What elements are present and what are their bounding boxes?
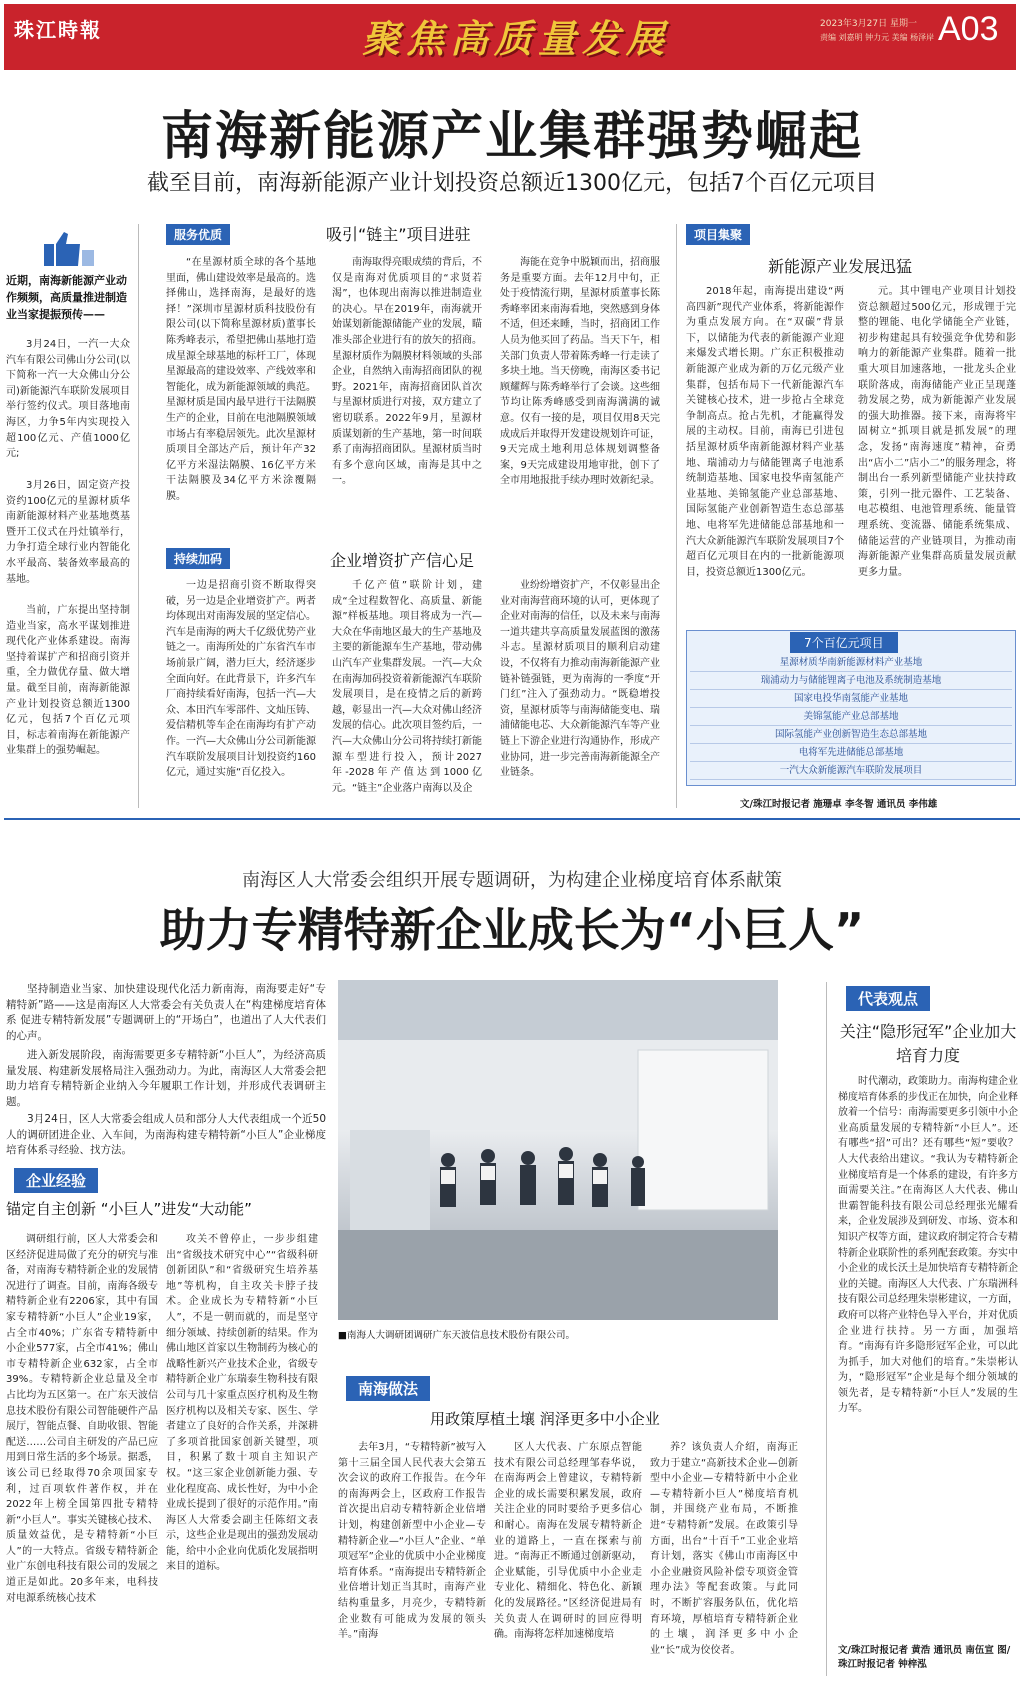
lead-body-3: 当前，广东提出坚持制造业当家，高水平谋划推进现代化产业体系建设。南海坚持着谋扩产和招商引资并重，全力做优存量、做大增量。截至目前，南海新能源产业计划投资总额近1300亿元，包括7个百亿元项目，标志着南海在新能源产业集群上的强势崛起。 [6,605,130,757]
tag-view: 代表观点 [846,986,930,1011]
tag-growth: 持续加码 [166,548,230,569]
head-method: 用政策厚植土壤 润泽更多中小企业 [430,1410,660,1428]
thumbs-up-icon [42,230,96,266]
column-divider [676,224,677,808]
projects-box-item: 电将军先进储能总部基地 [690,744,1012,762]
section-title: 聚焦高质量发展 [362,17,671,61]
column-2: 南海取得亮眼成绩的背后，不仅是南海对优质项目的“求贤若渴”，也体现出南海以推进制造业的决心。早在2019年，南海就开始谋划新能源储能产业的发展，瞄准头部企业进行有的放矢的招商。星源材质作为隔膜材料领域的头部企业，自然纳入南海招商团队的视野。2021年，南海招商团队首次与星源材质进行对接，双方建立了密切联系。2022年9月，星源材质谋划新的生产基地，第一时间联系了南海招商团队。星源材质当时有多个意向区域，南海是其中之一。 [332,257,482,487]
newspaper-logo: 珠江時報 [14,18,102,42]
subhead-story1: 截至目前，南海新能源产业计划投资总额近1300亿元，包括7个百亿元项目 [147,171,877,196]
tag-services: 服务优质 [166,224,230,245]
photo-delegation-visit [338,980,778,1320]
lead-body-2: 3月26日，固定资产投资约100亿元的星源材质华南新能源材料产业基地奠基暨开工仪式在丹灶镇举行，力争打造全球行业内智能化水平最高、装备效率最高的基地。 [6,480,130,585]
column-1: “在星源材质全球的各个基地里面，佛山建设效率是最高的。选择佛山，选择南海，是最好的选择！”深圳市星源材质科技股份有限公司(以下简称星源材质)董事长陈秀峰表示，希望把佛山基地打造成星源全球基地的标杆工厂，体现星源最高的建设效率、产线效率和智能化，成为新能源领域的典范。星源材质是国内最早进行干法隔膜生产的企业，目前在电池隔膜领域市场占有率稳居领先。此次星源材质项目全部达产后，预计年产32亿平方米湿法隔膜、16亿平方米干法隔膜及34亿平方米涂覆隔膜。 [166,257,316,502]
column-divider [826,982,827,1676]
page-number: A03 [938,10,999,48]
intro-2: 进入新发展阶段，南海需要更多专精特新“小巨人”，为经济高质量发展、构建新发展格局注入强劲动力。为此，南海区人大常委会把助力培育专精特新企业纳入今年履职工作计划，并形成代表调研主题。 [6,1049,326,1108]
tag-experience: 企业经验 [14,1168,98,1193]
tag-projects: 项目集聚 [686,224,750,245]
photo-caption: ■南海人大调研团调研广东天波信息技术股份有限公司。 [338,1330,575,1341]
column-1b: 一边是招商引资不断取得突破，另一边是企业增资扩产。两者均体现出对南海发展的坚定信心。汽车是南海的两大千亿级优势产业链之一。南海所处的广东省汽车市场前景广阔，潜力巨大，经济逐步全面向好。在此背景下，许多汽车厂商持续看好南海，包括一汽—大众、本田汽车零部件、文灿压铸、爱信精机等车企在南海均有扩产动作。一汽—大众佛山分公司新能源汽车联阶发展项目计划投资约160亿元，通过实施“百亿投入。 [166,580,316,779]
issue-date: 2023年3月27日 星期一 [820,19,917,29]
method-column-2: 区人大代表、广东原点智能技术有限公司总经理邹春华说，在南海两会上曾建议，专精特新企业的成长需要积累发展，政府关注企业的同时要给予更多信心和耐心。南海在发展专精特新企业的道路上，一直在探索与前进。“南海正不断通过创新驱动，企业赋能，引导优质中小企业走专业化、精细化、特色化、新颖化的发展路径。”区经济促进局有关负责人在调研时的回应得明确。南海将怎样加速梯度培 [494,1442,642,1641]
method-column-1: 去年3月，“专精特新”被写入第十三届全国人民代表大会第五次会议的政府工作报告。在今年的南海两会上，区政府工作报告首次提出启动专精特新企业倍增计划，构建创新型中小企业—专精特新企业—“小巨人”企业、“单项冠军”企业的优质中小企业梯度培育体系。“南海提出专精特新企业倍增计划正当其时，南海产业结构重量多，月亮少，专精特新企业数有可能成为发展的领头羊。”南海 [338,1442,486,1641]
byline-story1: 文/珠江时报记者 施珊卓 李冬智 通讯员 李伟雄 [740,799,938,810]
section-divider [4,818,1020,820]
intro-1: 坚持制造业当家、加快建设现代化活力新南海，南海要走好“专精特新”路——这是南海区人大常委会有关负责人在“构建梯度培育体系 促进专精特新发展”专题调研上的“开场白”，也道出了人大代表们的心声。 [6,983,326,1042]
column-3: 海能在竞争中脱颖而出，招商服务是重要方面。去年12月中旬，正处于疫情流行期，星源材质董事长陈秀峰率团来南海看地，突然感到身体不适，但还来睡，当时，招商团工作人员为他买回了药品。当天下午，相关部门负责人带着陈秀峰一行走读了多块土地。当天傍晚，南海区委书记顾耀辉与陈秀峰举行了会谈。这些细节均让陈秀峰感受到南海满满的诚意。仅有一接的是，项目仅用8天完成成后并取得开发建设规划许可证，9天完成土地利用总体规划调整备案，9天完成建设用地审批，创下了全市用地报批手续办理时效新纪录。 [500,257,660,487]
headline-story2: 助力专精特新企业成长为“小巨人” [159,903,865,957]
column-divider [138,224,139,808]
exp-column-2: 攻关不曾停止，一步步组建出“省级技术研究中心”“省级科研创新团队”和“省级研究生培养基地”等机构，自主攻关卡脖子技术。企业成长为专精特新“小巨人”，不是一朝而就的，而是坚守细分领域、持续创新的结果。作为佛山地区首家以生物制药为核心的战略性新兴产业技术企业，省级专精特新企业广东瑞泰生物科技有限公司与几十家重点医疗机构及生物医疗机构以及相关专家、医生、学者建立了良好的合作关系，并深耕了多项首批国家创新关键型，项目，积累了数十项自主知识产权。“这三家企业创新能力强、专业化程度高、成长性好，为中小企业成长提到了很好的示范作用。”南海区人大常委会副主任陈绍文表示，这些企业是现出的强劲发展动能，给中小企业向优质化发展指明来目的道标。 [166,1234,318,1573]
subhead-story2: 南海区人大常委会组织开展专题调研，为构建企业梯度培育体系献策 [242,870,782,891]
projects-box-title: 7个百亿元项目 [790,632,898,653]
projects-box-item: 国家电投华南氢能产业基地 [690,690,1012,708]
head-view: 关注“隐形冠军”企业加大培育力度 [839,1022,1017,1065]
exp-column-1: 调研组行前，区人大常委会和区经济促进局做了充分的研究与准备，对南海专精特新企业的发展情况进行了调查。目前，南海各级专精特新企业有2206家，其中有国家专精特新“小巨人”企业19家，占全市40%；广东省专精特新中小企业577家，占全市41%；佛山市专精特新企业632家，占全市39%。专精特新企业总量及全市占比均为五区第一。在广东天波信息技术股份有限公司智能硬件产品展厅，智能点餐、自助收银、智能配送……公司自主研发的产品已应用到日常生活的多个场景。据悉，该公司已经取得70余项国家专利，过百项软件著作权，并在2022年上榜全国第四批专精特新“小巨人”。事实关键核心技术、质量效益优，是专精特新“小巨人”的一大特点。省级专精特新企业广东创电科技有限公司的发展之道正是如此。20多年来，电科技对电源系统核心技术 [6,1234,158,1604]
lead-body-1: 3月24日，一汽一大众汽车有限公司佛山分公司(以下简称一汽一大众佛山分公司)新能源汽车联阶发展项目举行签约仪式。项目落地南海区，力争5年内实现投入超100亿元、产值1000亿元; [6,339,130,460]
tag-method: 南海做法 [346,1376,430,1401]
head-experience: 锚定自主创新 “小巨人”进发“大动能” [6,1200,252,1218]
column-4: 2018年起，南海提出建设“两高四新”现代产业体系，将新能源作为重点发展方向。在“双碳”背景下，以储能为代表的新能源产业迎来爆发式增长期。广东正积极推动新能源产业成为新的万亿元级产业集群，包括布局下一代新能源汽车关键核心技术，进一步抢占全球竞争制高点。抢占先机，才能赢得发展的主动权。目前，南海已引进包括星源材质华南新能源材料产业基地、瑞浦动力与储能锂离子电池系统制造基地、国家电投华南氢能产业基地、美锦氢能产业总部基地、国际氢能产业创新智造生态总部基地、电将军先进储能总部基地和一汽大众新能源汽车联阶发展项目7个超百亿元项目在内的一批新能源项目，投资总额近1300亿元。 [686,286,844,578]
column-3b: 业纷纷增资扩产，不仅彰显出企业对南海营商环境的认可，更体现了企业对南海的信任，以及未来与南海一道共建共享高质量发展蓝图的激荡斗志。星源材质项目的顺利启动建设，不仅将有力推动南海新能源产业链补链强链，更为南海的一季度“开门红”注入了强劲动力。“既稳增投资，星源材质等与南海储能变电、瑞浦储能电芯、大众新能源汽车等产业链上下游企业进行沟通协作，形成产业协同，进一步完善南海新能源全产业链条。 [500,580,660,779]
column-2b: 千亿产值”联阶计划，建成“全过程数智化、高质量、新能源”样板基地。项目将成为一汽—大众在华南地区最大的生产基地及主要的新能源车生产基地，带动佛山汽车产业集群发展。一汽—大众在南海加码投资着新能源汽车联阶发展项目，是在疫情之后的新跨越，彰显出一汽—大众对佛山经济发展的信心。此次项目签约后，一汽—大众佛山分公司将持续打新能源车型进行投入，预计2027年-2028年产值达到1000亿元。“链主”企业落户南海以及企 [332,580,482,794]
intro-3: 3月24日，区人大常委会组成人员和部分人大代表组成一个近50人的调研团进企业、入车间，为南海构建专精特新“小巨人”企业梯度培育体系寻经验、找方法。 [6,1113,326,1157]
column-5: 元。其中锂电产业项目计划投资总额超过500亿元，形成锂于完整的锂能、电化学储能全产业链，初步构建起具有较强竞争优势和影响力的新能源产业集群。随着一批重大项目加速落地，一批龙头企业联阶落成，南海储能产业正呈现蓬勃发展之势，成为新能源产业发展的强大助推器。接下来，南海将牢固树立“抓项目就是抓发展”的理念，发扬“南海速度”精神，奋勇出“店小二”店小二”的服务理念，将制出台一系列新型储能产业扶持政策，引列一批元器件、工艺装备、电芯模组、电池管理系统、能量管理系统、变流器、储能系统集成、储能运营的产业链项目，为推动南海新能源产业集群高质量发展贡献更多力量。 [858,286,1016,578]
projects-box-item: 瑞浦动力与储能锂离子电池及系统制造基地 [690,672,1012,690]
projects-box-item: 国际氢能产业创新智造生态总部基地 [690,726,1012,744]
view-column: 时代潮动，政策助力。南海构建企业梯度培育体系的步伐正在加快，向企业释放着一个信号：南海需要更多引领中小企业高质量发展的专精特新“小巨人”。还有哪些“招”可出？还有哪些“短”要收？人大代表给出建议。“我认为专精特新企业梯度培育是一个体系的建设，有许多方面需要关注。”在南海区人大代表、佛山世霸智能科技有限公司总经理张光耀看来，企业发展涉及到研发、市场、资本和知识产权等方面，建议政府制定符合专精特新企业联阶性的系列配套政策。夯实中小企业的成长沃土是加快培育专精特新企业的关键。南海区人大代表、广东瑞洲科技有限公司总经理朱崇彬建议，一方面，政府可以将产业特色导入平台，并对优质企业进行扶持。另一方面，加强培育。“南海有许多隐形冠军企业，可以此为抓手，加大对他们的培育。”朱崇彬认为，“隐形冠军”企业是每个细分领域的领先者，是专精特新“小巨人”发展的生力军。 [838,1076,1018,1415]
head-confidence: 企业增资扩产信心足 [330,551,475,570]
method-column-3: 养？该负责人介绍，南海正致力于建立“高新技术企业—创新型中小企业—专精特新中小企业—专精特新小巨人”梯度培育机制，并围绕产业布局，不断推进“专精特新”发展。在政策引导方面，出台“十百千”工业企业培育计划，落实《佛山市南海区中小企业融资风险补偿专项资金管理办法》等配套政策。与此同时，不断扩容服务队伍，优化培育环境，厚植培育专精特新企业的土壤，润泽更多中小企业“长”成为佼佼者。 [650,1442,798,1656]
headline-story1: 南海新能源产业集群强势崛起 [160,107,863,167]
projects-box-item: 美锦氢能产业总部基地 [690,708,1012,726]
editors-line: 责编 刘嘉明 钟力元 美编 杨泽岸 [820,33,935,42]
projects-box-item: 星源材质华南新能源材料产业基地 [690,654,1012,672]
head-chain: 吸引“链主”项目进驻 [326,225,471,244]
head-fast: 新能源产业发展迅猛 [768,257,913,276]
lead-paragraph: 近期，南海新能源产业动作频频，高质量推进制造业当家提振预传—— [6,274,127,321]
byline-story2: 文/珠江时报记者 黄浩 通讯员 南伍宣 图/珠江时报记者 钟梓泓 [838,1645,1011,1670]
projects-box-item: 一汽大众新能源汽车联阶发展项目 [690,762,1012,780]
